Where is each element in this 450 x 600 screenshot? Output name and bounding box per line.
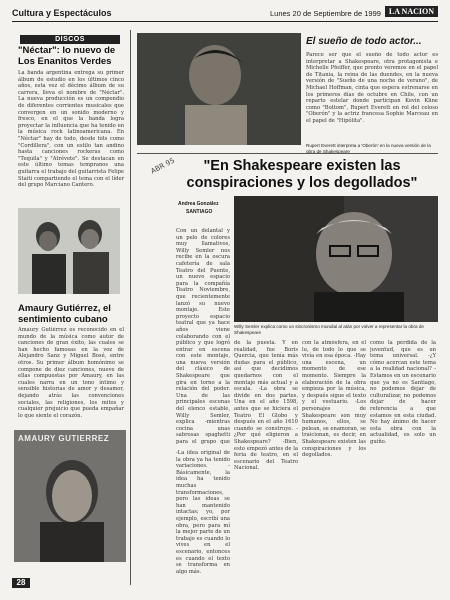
section-title: Cultura y Espectáculos <box>12 8 112 18</box>
rupert-everett-photo <box>137 33 301 145</box>
willy-photo-caption: Willy Semler explica como un sincronismo mundial al atán por volver a representar la obra de Shakespeare <box>234 324 424 335</box>
rupert-photo-caption: Rupert Everett interpreta a 'Oberón' en la nueva versión de la obra de Shakespeare <box>306 143 431 154</box>
cd-cover-image <box>14 430 126 562</box>
issue-date: Lunes 20 de Septiembre de 1999 <box>270 9 381 18</box>
page-number: 28 <box>12 578 30 588</box>
main-column-4: con la atmósfera, en el lu, de todo lo que se vivía en esa época. -Hay una escena, un momento de ese momento. Siempre la elaboración de la obra empieza por la música, y después sigue el texto y el vestuario. -Los personajes de Shakespeare son muy humanos, ellos, se pelean, se enamoran, se traicionan, es decir, en Shakespeare existen las conspiraciones y los degollados. <box>302 340 366 459</box>
cd-cover-photo <box>14 430 126 562</box>
article-title-amaury: Amaury Gutiérrez, el sentimiento cubano <box>18 303 111 325</box>
byline-city: SANTIAGO <box>186 209 213 215</box>
main-headline: "En Shakespeare existen las conspiraciones y los degollados" <box>186 158 418 191</box>
rupert-everett-image <box>137 33 301 145</box>
page-header <box>12 7 438 22</box>
article-body-nectar: La banda argentina entrega su primer álbum de estudio en los últimos cinco años, esta vez el décimo álbum de su carrera, lleva el nombre de "Néctar". La nueva producción es un compendio de diferentes corrientes musicales que convergen en un sonido moderno y fresco, en el que la banda logra proyectar la influencia que ha tenido en la música rock latinoamericana. En "Néctar" hay de todo, desde hits como "Cordillera", con un estilo tan andino hasta canciones rockeras como "Tequila" y "Atrévete". Se destacan en este último temas tempranos una guitarra el trabajo del guitarrista Felipe Staiti compartiendo el tema con el líder del grupo Marciano Cantero. <box>18 70 124 189</box>
main-column-2: -La idea original de la obra ya ha tenido variaciones. -Básicamente, la idea ha tenido muchas transformaciones, pero las ideas se han mantenido intactas; yo, por ejemplo, escribí una obra, pero para mí la mejor parte de un trabajo es cuando lo vives en el escenario, entonces es cuando el texto se transforma en algo más. <box>176 450 230 575</box>
band-photo-image <box>18 208 120 294</box>
article-title-nectar: "Néctar": lo nuevo de Los Enanitos Verdes <box>18 45 116 67</box>
discos-section-tag: DISCOS <box>20 35 120 44</box>
archive-stamp: ABR 95 <box>149 156 176 176</box>
willy-semler-photo <box>234 196 438 322</box>
byline-author: Andrea González <box>178 201 219 207</box>
main-column-1: Con un delantal y un pelo de colores muy llamativos, Willy Semler nos recibe en la oscura cafetería de sala Teatro del Puente, un nuevo espacio para la compañía Teatro Noviembre, que recientemente lanzó su nuevo montaje. Este proyecto espacio teatral que ya hace años viene colaborando con el público y que logró entrar en escena con este montaje, una nueva versión del clásico de Shakespeare que gira en torno a la relación del poder. Una de las principales escenas del elenco estable, Willy Semler, explica -mientras cocina unas sabrosas spaghetti para el grupo que <box>176 228 230 445</box>
newspaper-logo: LA NACION <box>385 6 438 17</box>
inset-title: El sueño de todo actor... <box>306 36 422 47</box>
cd-cover-title: AMAURY GUTIERREZ <box>18 434 110 443</box>
column-divider <box>130 30 131 585</box>
inset-box <box>306 36 438 141</box>
willy-semler-image <box>234 196 438 322</box>
section-divider <box>137 153 438 154</box>
article-body-amaury: Amaury Gutiérrez es reconocido en el mundo de la música como autor de canciones de gran éxito, las cuales se han hecho famosas en la voz de Alejandro Sanz y Miguel Bosé, entre otros. Su primer álbum homónimo se compone de diez canciones, nueve de ellas compuestas por Amaury, en las cuales narra en un tono íntimo y sensible historias de amor y desamor, dejando atrás las convenciones sociales, las religiones, los mitos y cualquier prejuicio que pueda empañar lo que siente el corazón. <box>18 327 124 419</box>
main-column-5: como la pérdida de la juventud, que es un tema universal. -¿Y cómo acercan este tema a la realidad nacional? -Estamos en un escenario que ya no es Santiago, no podemos dejar de culturalizar, no podemos dejar de hacer referencia a que estamos en esta ciudad. No hay ánimo de hacer esta obra con la actualidad, es solo un guiño. <box>370 340 436 445</box>
band-photo <box>18 208 120 294</box>
main-column-3: de la puesta. Y en realidad, fue Boris Quercia, que tenía más dudas para el público, así que decidimos quedarnos con el montaje más actual y a escala. -La obra se divide en dos partes. Una en el año 1598, antes que se hiciera el Teatro El Globo y después en el año 1610 cuando se construye. -¿Por qué eligieron a Shakespeare? -Bien, esto empezó antes de la feria de teatro, en el escenario del Teatro Nacional. <box>234 340 298 472</box>
inset-body: Parece ser que el sueño de todo actor es interpretar a Shakespeare, otra protagonista e Michelle Pfeiffer, que pronto veremos en el papel de Titania, la reina de las duendes, en la nueva versión de "Sueño de una noche de verano", de Michael Hoffman, cinta que espera estrenarse en los primeros días de octubre en Chile, con un reparto estelar donde participan Kevin Kline como "Bottom", Rupert Everett en rol del celoso "Oberón" y la actriz francesa Sophie Marceau en el papel de "Hipólita". <box>306 52 438 124</box>
